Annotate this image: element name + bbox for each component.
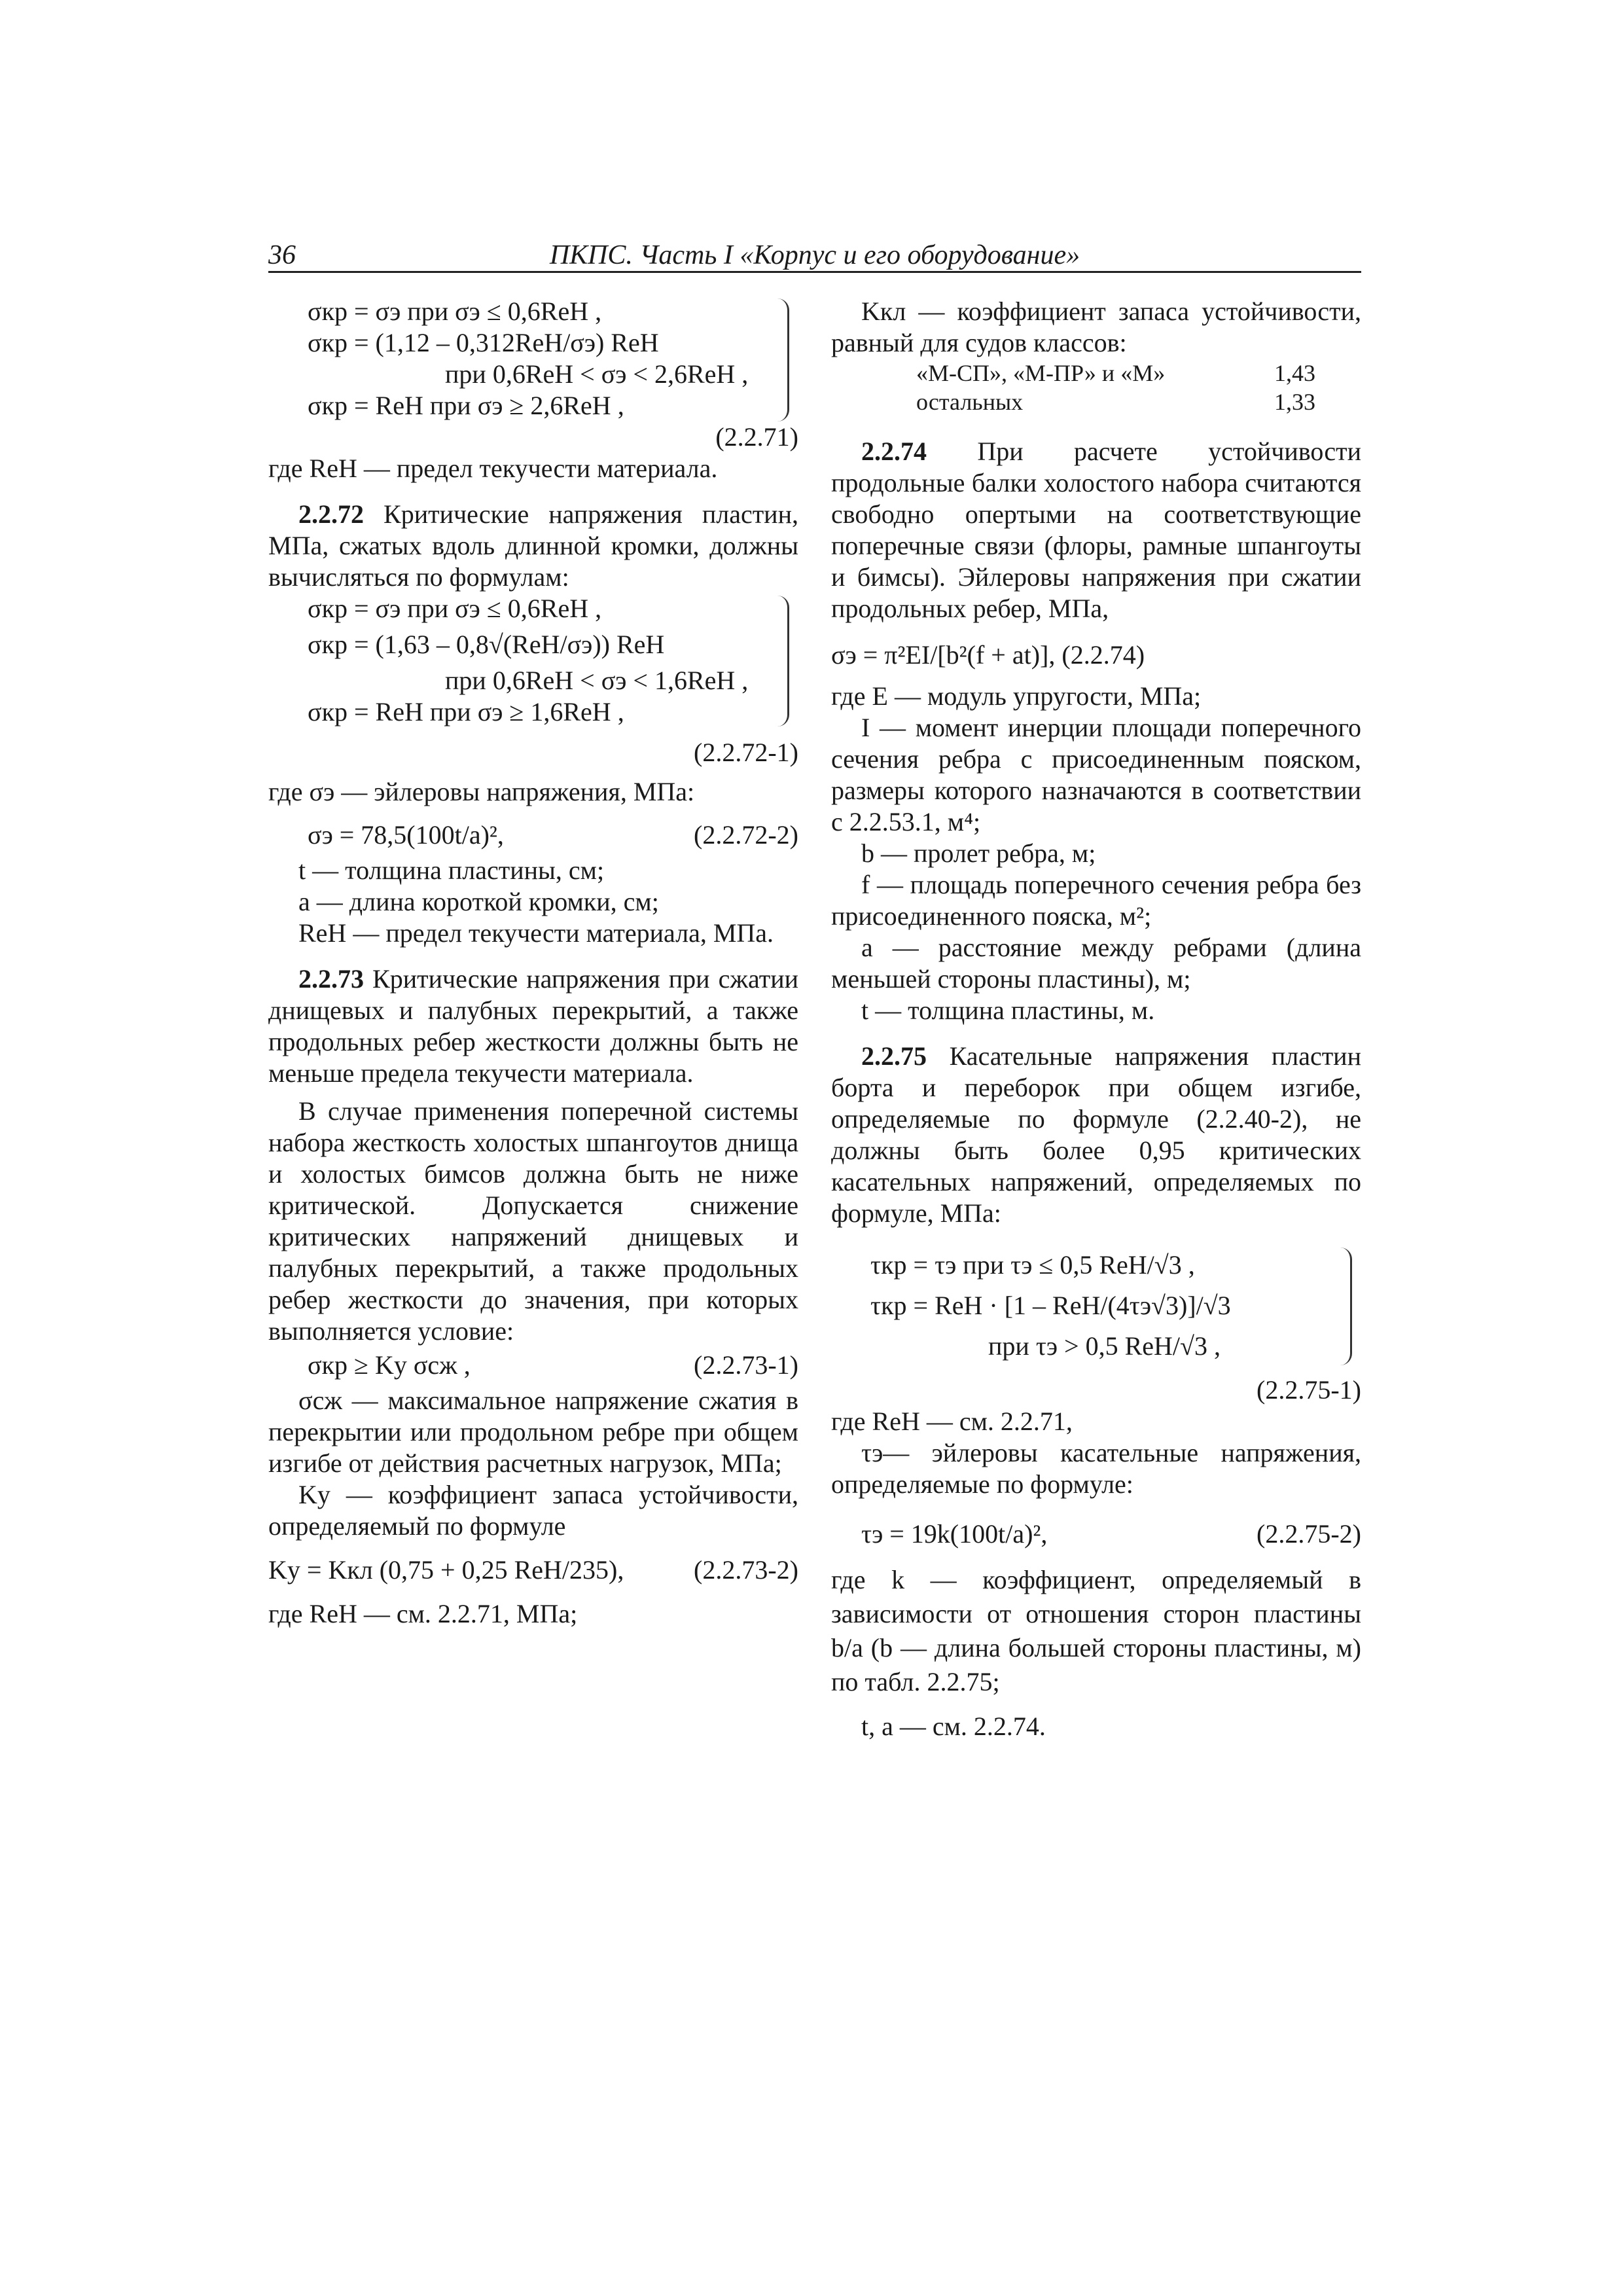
section-text: Критические напряжения пластин, МПа, сжатых вдоль длинной кромки, должны вычисляться по формулам: [268,499,798,592]
formula-line: при τэ > 0,5 ReH/√3 , [988,1331,1221,1361]
section-text: Касательные напряжения пластин борта и переборок при общем изгибе, определяемые по формуле (2.2.40-2), не должны быть более 0,95 критических касательных напряжений, определяемых по формуле, МПа: [831,1041,1361,1228]
formula-line: σкр = (1,12 – 0,312ReH/σэ) ReH [308,328,659,357]
formula-number: (2.2.72-1) [694,738,798,767]
definition: a — расстояние между ребрами (длина меньшей стороны пластины), м; [831,933,1361,994]
section-2-2-72 [268,499,798,593]
formula-line: σкр = ReH при σэ ≥ 2,6ReH , [308,391,624,420]
formula-number: (2.2.73-2) [694,1555,798,1585]
formula-line: τкр = τэ при τэ ≤ 0,5 ReH/√3 , [870,1250,1195,1280]
definition: σсж — максимальное напряжение сжатия в перекрытии или продольном ребре при общем изгибе от действия расчетных нагрузок, МПа; [268,1386,798,1478]
formula-number: (2.2.75-1) [1257,1375,1361,1405]
section-text: Критические напряжения при сжатии днищевых и палубных перекрытий, а также продольных ребер жесткости должны быть не меньше предела текучести материала. [268,964,799,1088]
definition: a — длина короткой кромки, см; [298,887,659,916]
formula-2-2-73-2 [268,1551,798,1589]
formula-line: σкр = σэ при σэ ≤ 0,6ReH , [308,296,602,326]
definition: f — площадь поперечного сечения ребра без присоединенного пояска, м²; [831,870,1361,931]
section-number: 2.2.75 [861,1041,927,1071]
where-text: где ReH — предел текучести материала. [268,454,718,483]
page-number: 36 [268,240,296,270]
formula-2-2-72-1 [268,593,798,768]
where-text: где ReH — см. 2.2.71, [831,1407,1073,1436]
paragraph: В случае применения поперечной системы набора жесткость холостых шпангоутов днища и холостых бимсов должна быть не ниже критической. Допускается снижение критических напряжений днищевых и палубных перекрытий, а также продольных ребер жесткости до значения, при которых выполняется условие: [268,1096,798,1346]
k-row-label: остальных [916,389,1024,415]
formula-number: (2.2.72-2) [694,820,798,850]
formula-expression: σэ = π²EI/[b²(f + at)], [831,640,1056,670]
right-column [831,296,1361,1742]
definition: t, a — см. 2.2.74. [861,1712,1046,1741]
left-column [268,296,798,1630]
formula-2-2-74 [831,636,1361,674]
section-number: 2.2.72 [298,499,364,529]
where-text: где ReH — см. 2.2.71, МПа; [268,1599,578,1628]
definition: где E — модуль упругости, МПа; [831,681,1202,711]
formula-line: при 0,6ReH < σэ < 2,6ReH , [445,359,749,389]
formula-2-2-75-2 [831,1515,1361,1554]
section-2-2-73 [268,963,798,1089]
definition: τэ— эйлеровы касательные напряжения, определяемые по формуле: [831,1438,1361,1499]
k-table-row [831,387,1361,416]
formula-expression: σкр ≥ Kу σсж , [308,1350,471,1380]
section-text: При расчете устойчивости продольные балки холостого набора считаются свободно опертыми на соответствующие поперечные связи (флоры, рамные шпангоуты и бимсы). Эйлеровы напряжения при сжатии продольных ребер, МПа, [831,437,1362,623]
formula-expression: Kу = Kкл (0,75 + 0,25 ReH/235), [268,1555,624,1585]
formula-number: (2.2.71) [715,422,798,452]
k-row-label: «М-СП», «М-ПР» и «М» [916,360,1166,386]
definition: Kкл — коэффициент запаса устойчивости, равный для судов классов: [831,296,1361,357]
formula-2-2-73-1 [268,1350,798,1381]
formula-2-2-72-2 [268,816,798,855]
k-row-value: 1,43 [1274,360,1315,386]
where-text: где σэ — эйлеровы напряжения, МПа: [268,777,695,806]
formula-line: τкр = ReH · [1 – ReH/(4τэ√3)]/√3 [870,1291,1231,1320]
formula-line: σкр = σэ при σэ ≤ 0,6ReH , [308,594,602,623]
definition: b — пролет ребра, м; [861,838,1096,868]
formula-2-2-71 [268,296,798,453]
running-title: ПКПС. Часть I «Корпус и его оборудование» [549,240,1080,270]
k-table-row [831,359,1361,387]
formula-2-2-75-1 [831,1245,1361,1406]
k-row-value: 1,33 [1274,389,1315,415]
formula-expression: τэ = 19k(100t/a)², [861,1519,1048,1549]
section-number: 2.2.74 [861,437,927,466]
section-2-2-74 [831,436,1361,624]
section-number: 2.2.73 [298,964,364,994]
formula-line: σкр = (1,63 – 0,8√(ReH/σэ)) ReH [308,630,665,659]
definition: t — толщина пластины, см; [298,855,605,885]
formula-line: при 0,6ReH < σэ < 1,6ReH , [445,666,749,695]
definition: t — толщина пластины, м. [861,996,1155,1025]
formula-line: σкр = ReH при σэ ≥ 1,6ReH , [308,697,624,726]
formula-number: (2.2.74) [1061,640,1145,670]
definition: Kу — коэффициент запаса устойчивости, определяемый по формуле [268,1480,798,1541]
formula-expression: σэ = 78,5(100t/a)², [308,820,504,850]
definition: где k — коэффициент, определяемый в зависимости от отношения сторон пластины b/a (b — длина большей стороны пластины, м) по табл. 2.2.75; [831,1565,1361,1696]
running-header [268,240,1361,273]
definition: ReH — предел текучести материала, МПа. [298,918,774,948]
definition: I — момент инерции площади поперечного сечения ребра с присоединенным пояском, размеры которого назначаются в соответствии с 2.2.53.1, м⁴; [831,713,1361,836]
formula-number: (2.2.73-1) [694,1350,798,1380]
formula-number: (2.2.75-2) [1257,1519,1361,1549]
section-2-2-75 [831,1041,1361,1229]
